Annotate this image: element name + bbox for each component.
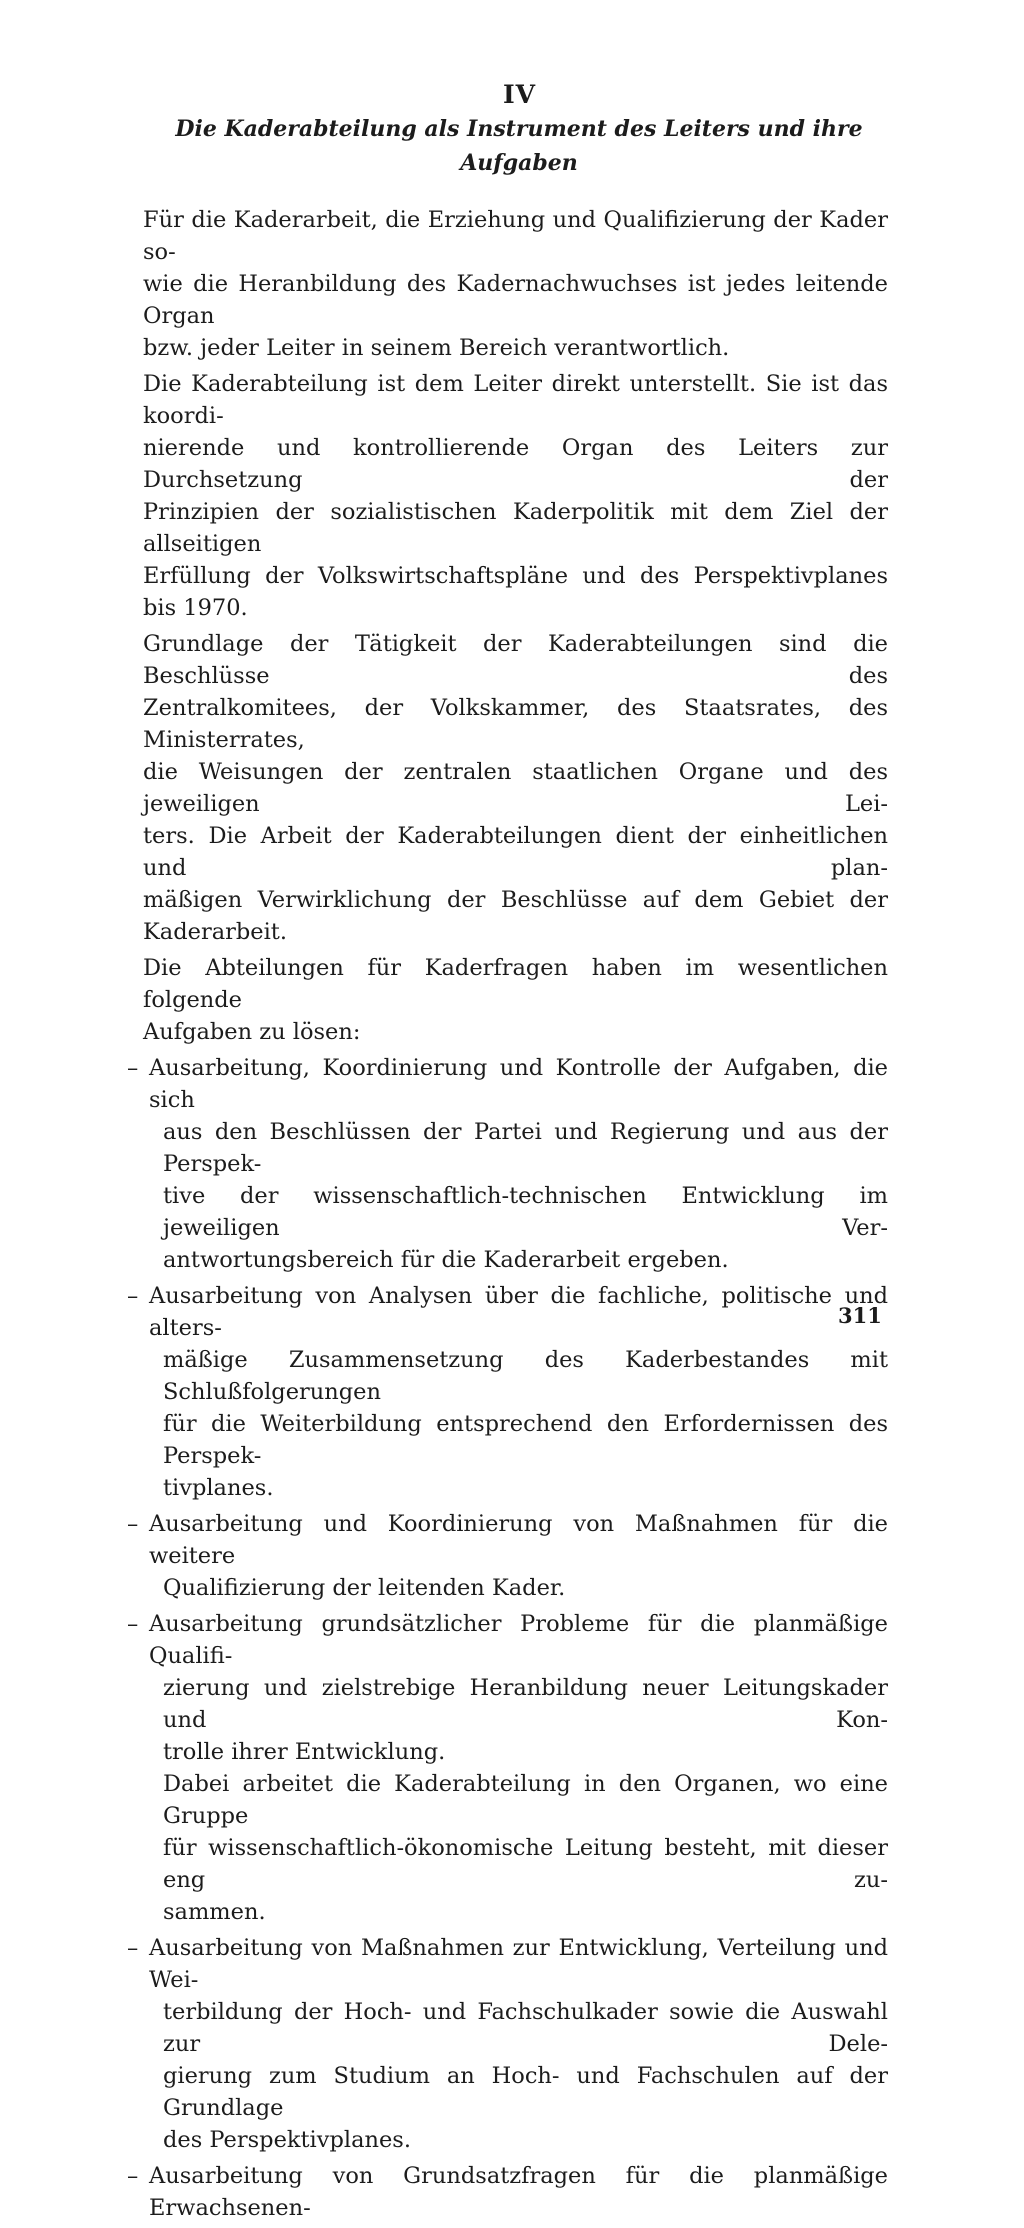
list-item: [127, 1932, 888, 2156]
text-line: nierende und kontrollierende Organ des Leiters zur Durchsetzung der: [143, 435, 888, 493]
text-line: mäßige Zusammensetzung des Kaderbestandes mit Schlußfolgerungen: [163, 1347, 888, 1405]
list-dash: –: [127, 1283, 139, 1309]
text-line: Ausarbeitung und Koordinierung von Maßnahmen für die weitere: [149, 1511, 888, 1569]
paragraph: [143, 952, 888, 1048]
text-line: Ausarbeitung von Grundsatzfragen für die planmäßige Erwachsenen-: [149, 2163, 888, 2221]
text-line: antwortungsbereich für die Kaderarbeit ergeben.: [163, 1247, 729, 1273]
page-number: 311: [838, 1303, 882, 1328]
paragraph: [143, 368, 888, 624]
text-line: Ausarbeitung, Koordinierung und Kontrolle der Aufgaben, die sich: [149, 1055, 888, 1113]
text-line: Ausarbeitung grundsätzlicher Probleme für die planmäßige Qualifi-: [149, 1611, 888, 1669]
body-text: [143, 204, 888, 1048]
paragraph: [143, 204, 888, 364]
text-line: Grundlage der Tätigkeit der Kaderabteilungen sind die Beschlüsse des: [143, 631, 888, 689]
text-line: Für die Kaderarbeit, die Erziehung und Qualifizierung der Kader so-: [143, 207, 888, 265]
list-item: [127, 1508, 888, 1604]
list-dash: –: [127, 1511, 139, 1537]
text-line: mäßigen Verwirklichung der Beschlüsse auf dem Gebiet der Kaderarbeit.: [143, 887, 888, 945]
text-line: des Perspektivplanes.: [163, 2127, 411, 2153]
text-line: tive der wissenschaftlich-technischen Entwicklung im jeweiligen Ver-: [163, 1183, 888, 1241]
list-item: [127, 2160, 888, 2224]
text-line: Ausarbeitung von Maßnahmen zur Entwicklung, Verteilung und Wei-: [149, 1935, 888, 1993]
text-line: aus den Beschlüssen der Partei und Regierung und aus der Perspek-: [163, 1119, 888, 1177]
section-title: Die Kaderabteilung als Instrument des Leiters und ihre Aufgaben: [175, 116, 863, 176]
list-dash: –: [127, 1611, 139, 1637]
text-line: zierung und zielstrebige Heranbildung neuer Leitungskader und Kon-: [163, 1675, 888, 1733]
text-line: Ausarbeitung von Analysen über die fachliche, politische und alters-: [149, 1283, 888, 1341]
list-item: [127, 1052, 888, 1276]
section-number: IV: [502, 80, 537, 109]
note-line: Dabei arbeitet die Kaderabteilung in den Organen, wo eine Gruppe: [163, 1771, 888, 1829]
list-dash: –: [127, 1055, 139, 1081]
text-line: terbildung der Hoch- und Fachschulkader sowie die Auswahl zur Dele-: [163, 1999, 888, 2057]
note-line: sammen.: [163, 1899, 266, 1925]
text-line: gierung zum Studium an Hoch- und Fachschulen auf der Grundlage: [163, 2063, 888, 2121]
text-line: wie die Heranbildung des Kadernachwuchses ist jedes leitende Organ: [143, 271, 888, 329]
text-line: für die Weiterbildung entsprechend den Erfordernissen des Perspek-: [163, 1411, 888, 1469]
text-line: Qualifizierung der leitenden Kader.: [163, 1575, 566, 1601]
text-line: die Weisungen der zentralen staatlichen Organe und des jeweiligen Lei-: [143, 759, 888, 817]
text-line: Aufgaben zu lösen:: [143, 1019, 361, 1045]
text-line: Erfüllung der Volkswirtschaftspläne und des Perspektivplanes bis 1970.: [143, 563, 888, 621]
text-line: Die Kaderabteilung ist dem Leiter direkt unterstellt. Sie ist das koordi-: [143, 371, 888, 429]
paragraph: [143, 628, 888, 948]
text-line: tivplanes.: [163, 1475, 274, 1501]
list-item: [127, 1280, 888, 1504]
task-list: [127, 1052, 888, 2224]
text-line: bzw. jeder Leiter in seinem Bereich verantwortlich.: [143, 335, 730, 361]
list-dash: –: [127, 2163, 139, 2189]
document-page: [127, 78, 888, 2228]
list-item: [127, 1608, 888, 1928]
text-line: Die Abteilungen für Kaderfragen haben im wesentlichen folgende: [143, 955, 888, 1013]
note-line: für wissenschaftlich-ökonomische Leitung besteht, mit dieser eng zu-: [163, 1835, 888, 1893]
text-line: ters. Die Arbeit der Kaderabteilungen dient der einheitlichen und plan-: [143, 823, 888, 881]
text-line: Prinzipien der sozialistischen Kaderpolitik mit dem Ziel der allseitigen: [143, 499, 888, 557]
text-line: Zentralkomitees, der Volkskammer, des Staatsrates, des Ministerrates,: [143, 695, 888, 753]
list-dash: –: [127, 1935, 139, 1961]
text-line: trolle ihrer Entwicklung.: [163, 1739, 446, 1765]
